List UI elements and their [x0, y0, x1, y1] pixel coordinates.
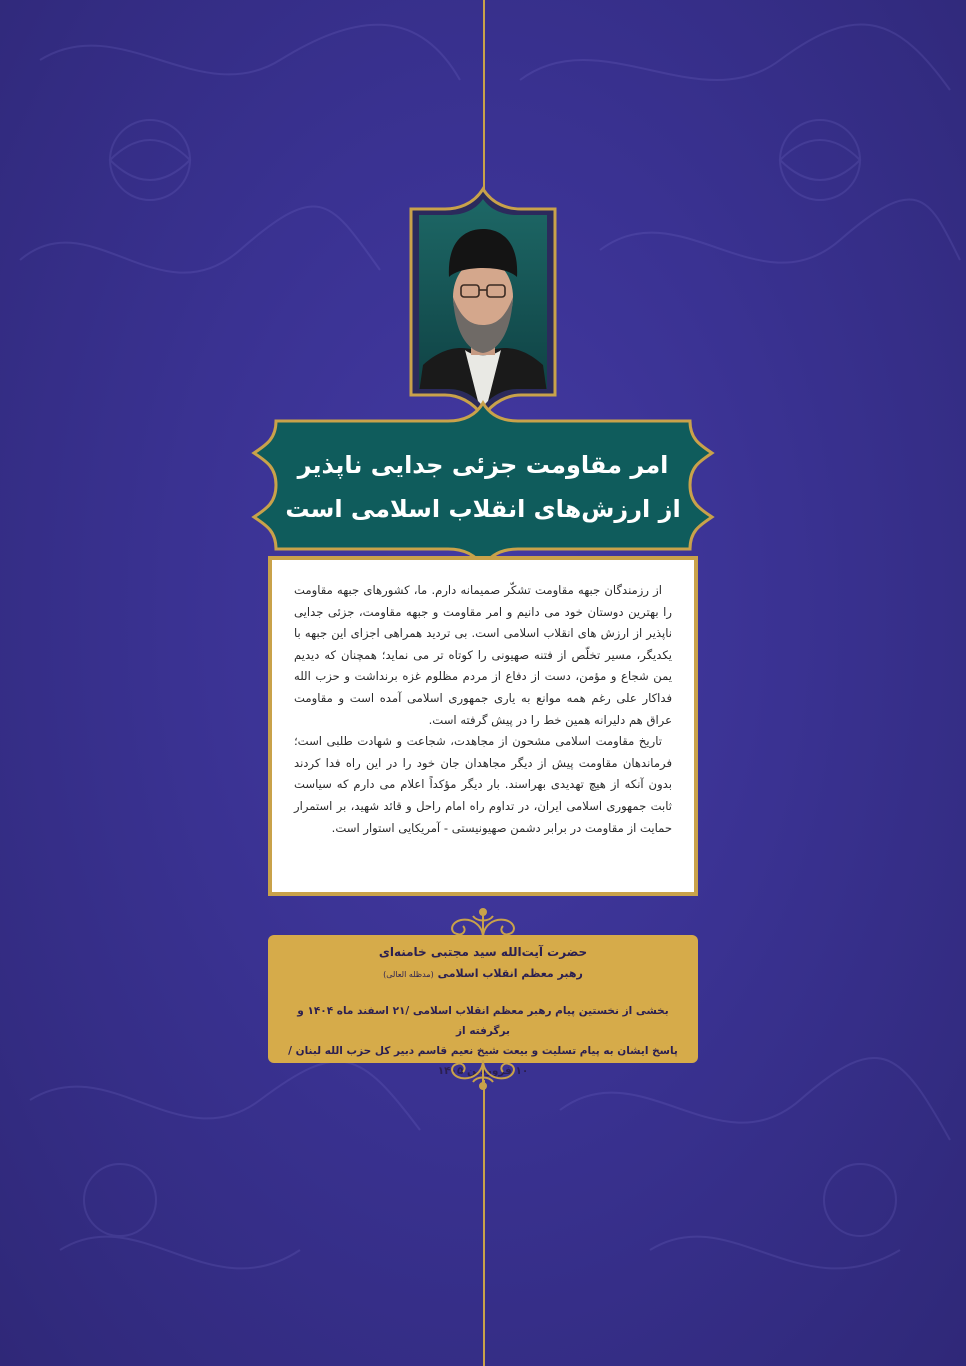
- body-panel: [268, 556, 698, 896]
- author-name: حضرت آیت‌الله سید مجتبی خامنه‌ای: [378, 945, 588, 959]
- author-role-suffix: (مدظله العالی): [383, 970, 434, 979]
- source-line-1: بخشی از نخستین پیام رهبر معظم انقلاب اسلامی /۲۱ اسفند ماه ۱۴۰۴ و برگرفته از: [297, 1005, 669, 1037]
- title-line-1: امر مقاومت جزئی جدایی ناپذیر: [297, 451, 669, 479]
- portrait-photo-icon: [405, 185, 561, 421]
- body-text: [272, 560, 694, 892]
- body-paragraph-1: از رزمندگان جبهه مقاومت تشکّر صمیمانه دارم. ما، کشورهای جبهه مقاومت را بهترین دوستان خود می دانیم و امر مقاومت و جبهه مقاومت، جزئی جدایی ناپذیر از ارزش های انقلاب اسلامی است. بی تردید همراهی اجزای این جبهه با یکدیگر، مسیر تخلّص از فتنه صهیونی را کوتاه تر می نماید؛ همچنان که دیدیم یمن شجاع و مؤمن، دست از دفاع از مردم مظلوم غزه برنداشت و حزب الله فداکار علی رغم همه موانع به یاری جمهوری اسلامی آمده است و مقاومت عراق هم دلیرانه همین خط را در پیش گرفته است.: [294, 583, 672, 727]
- caption-bottom-ornament-icon: [433, 1058, 533, 1092]
- top-gold-line: [483, 0, 485, 190]
- portrait-frame: [405, 185, 561, 421]
- body-paragraph-2: تاریخ مقاومت اسلامی مشحون از مجاهدت، شجاعت و شهادت طلبی است؛ فرماندهان مقاومت پیش از دیگر مجاهدان جان خود را در این راه فدا کردند بدون آنکه از هیچ تهدیدی بهراسند. بار دیگر مؤکداً اعلام می دارم که سیاست ثابت جمهوری اسلامی ایران، در تداوم راه امام راحل و قائد شهید، بر استمرار حمایت از مقاومت در برابر دشمن صهیونیستی - آمریکایی استوار است.: [294, 734, 672, 835]
- title-line-2: از ارزش‌های انقلاب اسلامی است: [285, 495, 681, 523]
- author-role: [268, 967, 698, 980]
- title-panel: [236, 395, 730, 575]
- bottom-gold-line: [483, 1080, 485, 1366]
- source-line-2: پاسخ ایشان به پیام تسلیت و بیعت شیخ نعیم قاسم دبیر کل حزب الله لبنان /۱۰ فروردین ۱۴۰۵: [288, 1045, 678, 1077]
- page-title: [276, 443, 690, 531]
- caption-panel: [268, 935, 698, 1077]
- author-role-text: رهبر معظم انقلاب اسلامی: [437, 967, 583, 980]
